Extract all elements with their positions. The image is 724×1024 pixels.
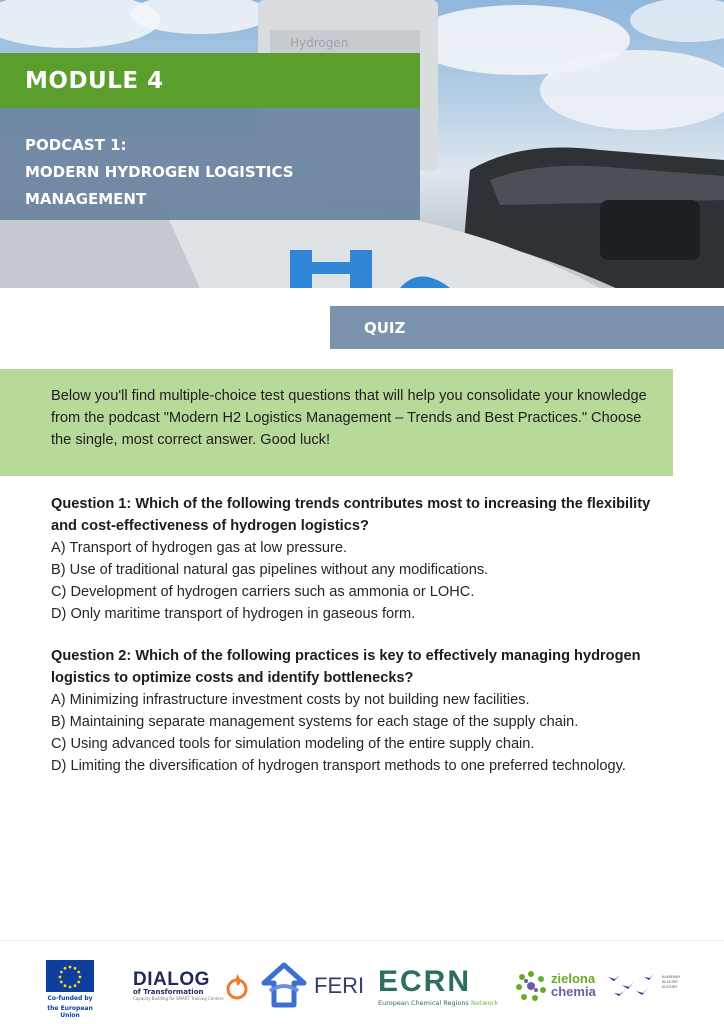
truck-sign: Hydrogen [290, 36, 349, 50]
birds-caption: KAMIENNY KLASTER KULTURY [662, 975, 681, 989]
feri-logo [258, 961, 365, 1015]
podcast-title-box [0, 108, 420, 220]
zielona-text-1: zielona [551, 971, 596, 986]
question-2-option-a: A) Minimizing infrastructure investment costs by not building new facilities. [51, 692, 530, 708]
module-title: MODULE 4 [25, 67, 164, 94]
eu-caption-1: Co-funded by [47, 995, 93, 1002]
podcast-line-3: MANAGEMENT [25, 190, 147, 208]
eu-logo [44, 960, 96, 1019]
birds-cluster-logo [604, 969, 681, 1007]
eu-caption-2: the European Union [47, 1005, 93, 1019]
question-1-option-a: A) Transport of hydrogen gas at low pressure. [51, 540, 348, 556]
question-1 [51, 493, 671, 625]
question-2-text: Question 2: Which of the following practices is key to effectively managing hydrogen logistics to optimize costs and identify bottlenecks? [51, 648, 641, 686]
question-2-option-b: B) Maintaining separate management systems for each stage of the supply chain. [51, 714, 579, 730]
quiz-label: QUIZ [364, 318, 406, 337]
question-1-option-d: D) Only maritime transport of hydrogen in gaseous form. [51, 606, 416, 622]
zielona-text-2: chemia [551, 984, 596, 999]
podcast-line-2: MODERN HYDROGEN LOGISTICS [25, 163, 294, 181]
question-2 [51, 645, 671, 777]
ecrn-name: ECRN [378, 965, 472, 998]
flame-ring-icon [225, 971, 249, 1001]
question-1-option-c: C) Development of hydrogen carriers such as ammonia or LOHC. [51, 584, 475, 600]
dialog-logo [133, 969, 249, 1001]
dialog-name: DIALOG [133, 969, 210, 990]
ecrn-sub-1: European Chemical Regions [378, 999, 469, 1007]
podcast-line-1: PODCAST 1: [25, 136, 127, 154]
ecrn-sub-2: Network [468, 999, 499, 1007]
hero-banner [0, 0, 724, 288]
eu-flag-icon [46, 960, 94, 992]
partner-logo-footer [0, 940, 724, 1024]
module-banner [0, 53, 420, 108]
question-2-option-c: C) Using advanced tools for simulation modeling of the entire supply chain. [51, 736, 535, 752]
dialog-tiny: Capacity Building for SMART Training Centers [133, 996, 224, 1001]
question-1-text: Question 1: Which of the following trends contributes most to increasing the flexibility and cost-effectiveness of hydrogen logistics? [51, 496, 651, 534]
intro-box [0, 369, 673, 476]
dialog-sub: of Transformation [133, 988, 204, 996]
ecrn-logo [378, 967, 498, 1007]
question-list [51, 493, 671, 797]
feri-name: FERI [314, 973, 365, 998]
feri-arrow-icon [258, 961, 310, 1011]
quiz-header [330, 306, 724, 349]
intro-text: Below you'll find multiple-choice test questions that will help you consolidate your knowledge from the podcast "Modern H2 Logistics Management – Trends and Best Practices." Choose the single, most correct answer. Good luck! [51, 388, 647, 448]
question-2-option-d: D) Limiting the diversification of hydrogen transport methods to one preferred technology. [51, 758, 626, 774]
molecule-dots-icon [514, 969, 548, 1003]
question-1-option-b: B) Use of traditional natural gas pipelines without any modifications. [51, 562, 489, 578]
zielona-chemia-logo [514, 969, 596, 1007]
flying-birds-icon [604, 969, 660, 1003]
